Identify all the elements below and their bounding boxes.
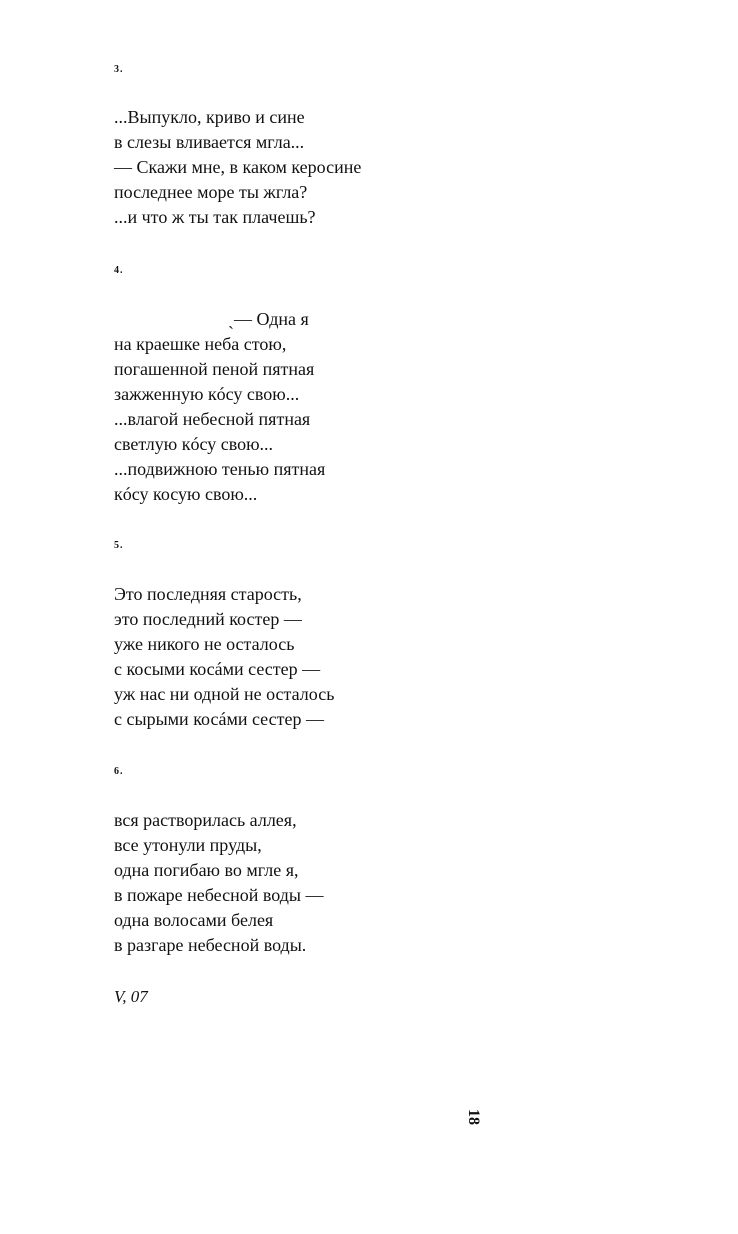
poem-line: последнее море ты жгла? [114, 182, 308, 202]
poem-line: Это последняя старость, [114, 584, 302, 604]
stanza-3 [114, 105, 361, 230]
stanza-4 [114, 307, 325, 507]
poem-line: с сырыми косáми сестер — [114, 709, 324, 729]
poem-line: ...влагой небесной пятная [114, 409, 311, 429]
poem-date: V, 07 [114, 987, 148, 1006]
poem-line: одна погибаю во мгле я, [114, 860, 299, 880]
poem-line: в разгаре небесной воды. [114, 935, 307, 955]
poem-line: это последний костер — [114, 609, 302, 629]
poem-line: — Скажи мне, в каком керосине [114, 157, 362, 177]
page-number: 18 [465, 1109, 482, 1125]
poem-line: ...Выпукло, криво и сине [114, 107, 305, 127]
poem-line: уже никого не осталось [114, 634, 295, 654]
poem-line: уж нас ни одной не осталось [114, 684, 335, 704]
poem-line: вся растворилась аллея, [114, 810, 297, 830]
poem-line: с косыми косáми сестер — [114, 659, 321, 679]
stanza-5 [114, 582, 334, 732]
section-number-4: 4. [114, 265, 124, 276]
section-number-6: 6. [114, 766, 124, 777]
section-number-5: 5. [114, 540, 124, 551]
poem-line: кóсу косую свою... [114, 484, 258, 504]
poem-line: ...подвижною тенью пятная [114, 459, 326, 479]
poem-line: на краешке неба стою, [114, 334, 287, 354]
poem-line: в пожаре небесной воды — [114, 885, 324, 905]
poem-line: зажженную кóсу свою... [114, 384, 300, 404]
poem-line: все утонули пруды, [114, 835, 262, 855]
poem-line: в слезы вливается мгла... [114, 132, 305, 152]
poem-line: ...и что ж ты так плачешь? [114, 207, 316, 227]
poem-line: погашенной пеной пятная [114, 359, 315, 379]
poem-line: ˎ— Одна я [228, 309, 309, 329]
poem-line: одна волосами белея [114, 910, 274, 930]
poem-line: светлую кóсу свою... [114, 434, 274, 454]
section-number-3: 3. [114, 64, 124, 75]
stanza-6 [114, 808, 323, 958]
